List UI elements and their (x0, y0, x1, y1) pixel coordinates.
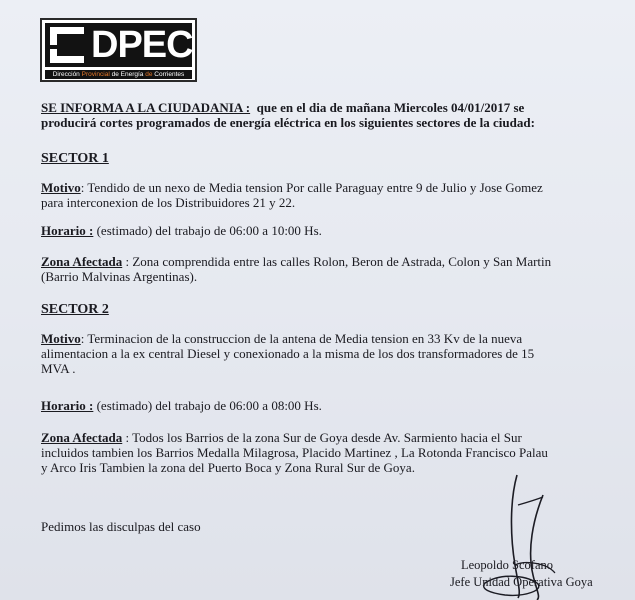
sector1-horario-text: (estimado) del trabajo de 06:00 a 10:00 Hs. (96, 223, 322, 238)
logo-brand-text: DPEC (91, 24, 193, 66)
sector1-motivo-text-1: : Tendido de un nexo de Media tension Por calle Paraguay entre 9 de Julio y Jose Gomez (80, 180, 543, 195)
dpec-logo (40, 18, 197, 82)
sector1-title: SECTOR 1 (41, 151, 109, 166)
logo-subtitle: Dirección Provincial de Energía de Corrientes (45, 70, 192, 79)
sector1-motivo-label: Motivo (41, 180, 81, 195)
sector2-zona-line-3: y Arco Iris Tambien la zona del Puerto Boca y Zona Rural Sur de Goya. (41, 460, 415, 475)
logo-banner (45, 23, 192, 67)
sector2-horario-text: (estimado) del trabajo de 06:00 a 08:00 Hs. (96, 398, 322, 413)
sector2-horario-label: Horario : (41, 398, 94, 413)
signatory-name: Leopoldo Scofano (461, 558, 553, 572)
sector2-motivo-label: Motivo (41, 331, 81, 346)
signatory-role: Jefe Unidad Operativa Goya (450, 575, 593, 589)
sector1-zona-line-2: (Barrio Malvinas Argentinas). (41, 269, 198, 284)
closing-text: Pedimos las disculpas del caso (41, 519, 201, 534)
sector2-title: SECTOR 2 (41, 302, 109, 317)
sector2-motivo-text-1: : Terminacion de la construccion de la antena de Media tension en 33 Kv de la nueva (80, 331, 523, 346)
intro-line-2: producirá cortes programados de energía eléctrica en los siguientes sectores de la ciudad: (41, 115, 535, 130)
sector2-motivo-line-3: MVA . (41, 361, 76, 376)
sector1-motivo-line-2: para interconexion de los Distribuidores 21 y 22. (41, 195, 296, 210)
sector1-zona-text-1: : Zona comprendida entre las calles Rolon, Beron de Astrada, Colon y San Martin (125, 254, 552, 269)
sector1-horario-label: Horario : (41, 223, 94, 238)
dpec-emblem-icon (45, 23, 91, 67)
intro-heading: SE INFORMA A LA CIUDADANIA : (41, 100, 251, 115)
sector2-zona-line-2: incluidos tambien los Barrios Medalla Milagrosa, Placido Martinez , La Rotonda Francisco Palau (41, 445, 548, 460)
sector2-motivo-line-2: alimentacion a la ex central Diesel y conexionado a la misma de los dos transformadores de 15 (41, 346, 535, 361)
sector1-horario (41, 222, 322, 239)
intro-text-1: que en el dia de mañana Miercoles 04/01/2017 se (256, 100, 525, 115)
sector1-zona-label: Zona Afectada (41, 254, 123, 269)
sector2-zona-text-1: : Todos los Barrios de la zona Sur de Goya desde Av. Sarmiento hacia el Sur (125, 430, 522, 445)
sector2-zona-label: Zona Afectada (41, 430, 123, 445)
sector2-horario (41, 397, 322, 414)
